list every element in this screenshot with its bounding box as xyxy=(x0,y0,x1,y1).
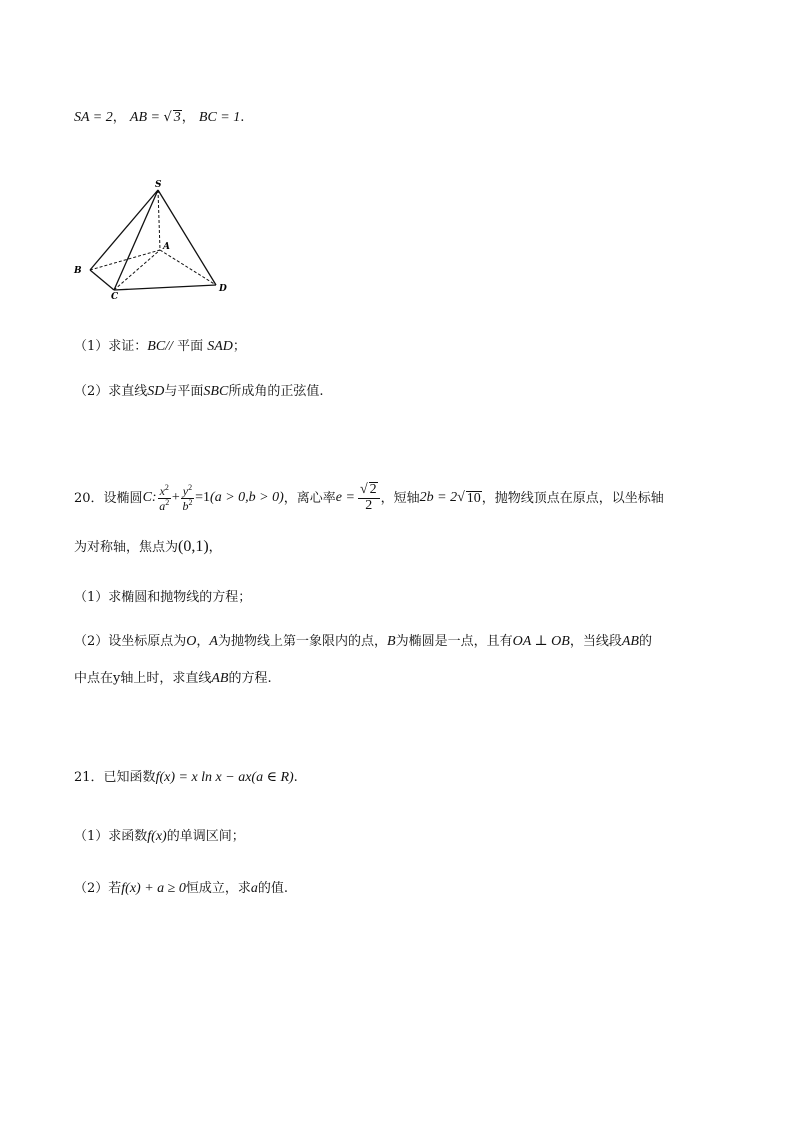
math-perpendicular: OA ⊥ OB xyxy=(512,634,570,649)
sqrt10-value: 10 xyxy=(466,490,481,506)
separator: ， xyxy=(112,110,126,125)
y-numerator: y xyxy=(182,483,189,498)
text: （2）若 xyxy=(74,881,122,896)
bc-value: BC = 1 xyxy=(198,110,241,125)
edge-sa-hidden xyxy=(158,190,160,250)
text: （1）求函数 xyxy=(74,829,148,844)
q21-part1 xyxy=(74,830,245,844)
text: 所成角的正弦值. xyxy=(228,384,324,399)
edge-ad-hidden xyxy=(160,250,216,285)
math-a: a xyxy=(250,881,258,896)
q19-part2 xyxy=(74,385,323,399)
sqrt-symbol: √ xyxy=(163,110,172,125)
math-bc-parallel: BC// xyxy=(147,339,173,354)
ab-sqrt-value: 3 xyxy=(173,110,181,125)
math-plane-sbc: SBC xyxy=(203,384,229,399)
function-definition: f(x) = x ln x − ax(a ∈ R) xyxy=(155,770,294,785)
text: ； xyxy=(232,339,246,354)
focus-point: (0,1) xyxy=(178,538,209,555)
text: 为抛物线上第一象限内的点， xyxy=(217,634,387,649)
text: 恒成立，求 xyxy=(185,881,251,896)
a-denominator: a xyxy=(159,498,166,513)
q20-line1 xyxy=(74,480,664,516)
text: 的单调区间； xyxy=(166,829,245,844)
text: ， xyxy=(208,540,222,555)
text: 与平面 xyxy=(164,384,204,399)
part-prefix: （2）求直线 xyxy=(74,384,148,399)
edge-cd xyxy=(114,285,216,290)
label-b: B xyxy=(74,266,82,276)
denominator-2: 2 xyxy=(365,498,373,513)
text: 的值. xyxy=(257,881,288,896)
eccentricity-label: e = xyxy=(335,490,355,505)
math-plane-sad: SAD xyxy=(207,339,233,354)
edge-sd xyxy=(158,190,216,285)
ab-label: AB = xyxy=(129,110,164,125)
edge-sc xyxy=(114,190,158,290)
text: ，当线段 xyxy=(569,634,622,649)
label-s: S xyxy=(155,180,162,190)
b-denominator: b xyxy=(182,498,189,513)
q21-part2 xyxy=(74,882,288,896)
given-values-line xyxy=(74,110,244,125)
edge-bc xyxy=(90,270,114,290)
math-b: B xyxy=(387,634,396,649)
equals-one: =1 xyxy=(195,490,211,505)
math-ab: AB xyxy=(211,671,229,686)
text: 的方程. xyxy=(228,671,272,686)
q20-part1 xyxy=(74,591,251,604)
question-number: 21． xyxy=(74,770,104,785)
text: 平面 xyxy=(172,339,208,354)
sqrt-symbol: √ xyxy=(457,490,465,505)
fraction-x2-a2: $\frac{x^2}{a^2}$ xyxy=(159,482,170,513)
edge-ba-hidden xyxy=(90,250,160,270)
math-fx: f(x) xyxy=(147,829,167,844)
math-o: O xyxy=(186,634,197,649)
sqrt-symbol: √ xyxy=(359,482,368,498)
label-d: D xyxy=(219,284,227,294)
text: . xyxy=(293,770,298,785)
x-numerator: x xyxy=(159,483,165,498)
text: 的 xyxy=(638,634,652,649)
sa-value: SA = 2 xyxy=(74,110,113,125)
separator: ， xyxy=(181,110,195,125)
pyramid-figure xyxy=(70,176,240,301)
q19-part1 xyxy=(74,340,246,354)
text: （1）求椭圆和抛物线的方程； xyxy=(74,590,252,605)
text: 设椭圆 xyxy=(103,490,143,506)
sqrt2-value: 2 xyxy=(369,482,377,498)
period: . xyxy=(240,110,245,125)
text: （2）设坐标原点为 xyxy=(74,634,187,649)
ellipse-name: C: xyxy=(142,490,157,505)
text: 已知函数 xyxy=(103,770,156,785)
label-c: C xyxy=(111,292,119,301)
text: ，短轴 xyxy=(380,490,420,506)
fraction-y2-b2: $\frac{y^2}{b^2}$ xyxy=(182,482,193,513)
part-prefix: （1）求证： xyxy=(74,339,148,354)
text: ，抛物线顶点在原点，以坐标轴 xyxy=(481,490,664,506)
text: 中点在y轴上时，求直线 xyxy=(74,671,212,686)
q20-part2-line2 xyxy=(74,672,272,686)
math-line-sd: SD xyxy=(147,384,165,399)
text: ， xyxy=(196,634,210,649)
q21-line1 xyxy=(74,771,298,785)
text: 为椭圆是一点，且有 xyxy=(395,634,513,649)
math-ab: AB xyxy=(621,634,639,649)
label-a: A xyxy=(163,242,170,252)
q20-part2-line1 xyxy=(74,635,652,649)
text: 为对称轴，焦点为 xyxy=(74,540,179,555)
fraction-sqrt2-over-2 xyxy=(358,482,380,513)
math-a: A xyxy=(209,634,218,649)
plus-sign: + xyxy=(171,490,180,505)
math-inequality: f(x) + a ≥ 0 xyxy=(121,881,186,896)
ab-condition: (a > 0,b > 0) xyxy=(210,490,284,505)
minor-axis-eq: 2b = 2 xyxy=(419,490,458,505)
edge-ca-hidden xyxy=(114,250,160,290)
text: ，离心率 xyxy=(283,490,336,506)
question-number: 20． xyxy=(74,490,104,506)
q20-line2 xyxy=(74,539,222,555)
edge-sb xyxy=(90,190,158,270)
